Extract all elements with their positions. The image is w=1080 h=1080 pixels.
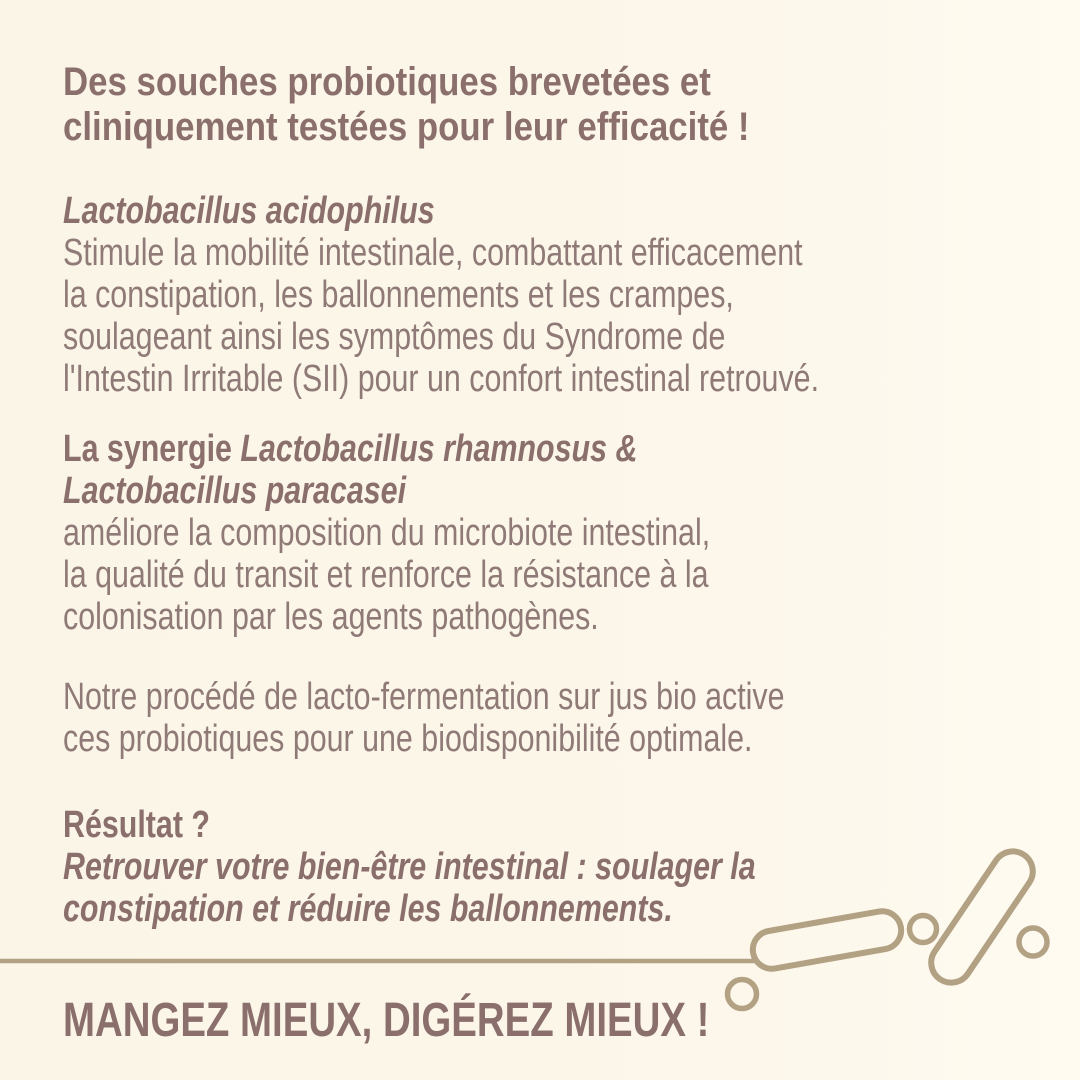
body-line: ces probiotiques pour une biodisponibilité optimale. [63, 718, 753, 760]
section-lacto-fermentation [63, 676, 965, 760]
page-title-line: cliniquement testées pour leur efficacité ! [63, 105, 750, 149]
probiotic-circle-icon [728, 980, 757, 1009]
body-line: l'Intestin Irritable (SII) pour un confort intestinal retrouvé. [63, 358, 820, 400]
footer-slogan: MANGEZ MIEUX, DIGÉREZ MIEUX ! [63, 994, 710, 1047]
body-line: Stimule la mobilité intestinale, combattant efficacement [63, 232, 803, 274]
body-line: la constipation, les ballonnements et les crampes, [63, 274, 734, 316]
body-line: améliore la composition du microbiote intestinal, [63, 512, 711, 554]
section-title: Lactobacillus acidophilus [63, 190, 435, 232]
body-line: Retrouver votre bien-être intestinal : soulager la [63, 846, 756, 888]
body-line: la qualité du transit et renforce la résistance à la [63, 554, 709, 596]
body-line: constipation et réduire les ballonnements. [63, 888, 673, 930]
body-line: Notre procédé de lacto-fermentation sur jus bio active [63, 676, 785, 718]
section-title-prefix: La synergie [63, 428, 241, 470]
section-resultat [63, 804, 929, 930]
section-title-species: Lactobacillus rhamnosus & [240, 428, 638, 470]
section-acidophilus [63, 190, 1008, 400]
body-line: soulageant ainsi les symptômes du Syndrome de [63, 316, 726, 358]
section-title [63, 428, 710, 470]
section-synergie [63, 428, 872, 638]
probiotic-circle-icon [1019, 928, 1047, 956]
page-title [63, 60, 852, 150]
section-title-species: Lactobacillus paracasei [63, 470, 407, 512]
probiotic-rod-icon [923, 844, 1040, 991]
page-title-line: Des souches probiotiques brevetées et [63, 60, 711, 104]
section-title: Résultat ? [63, 804, 210, 846]
body-line: colonisation par les agents pathogènes. [63, 596, 599, 638]
